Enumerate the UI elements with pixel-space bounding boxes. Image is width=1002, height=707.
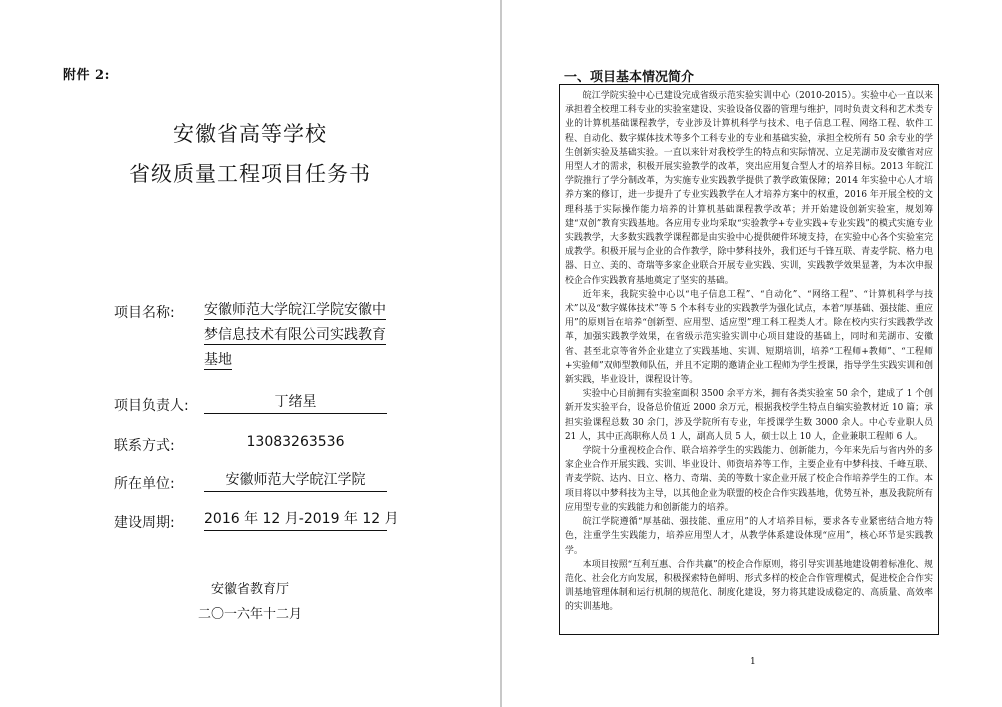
paragraph: 近年来，我院实验中心以“电子信息工程”、“自动化”、“网络工程”、“计算机科学与技术”以及“数字媒体技术”等 5 个本科专业的实践教学为强化试点，本着“厚基础、强技能、重应用”的原则旨在培养“创新型、应用型、适应型”理工科工程类人才。除在校内实行实践教学改革，加强实践教学效果，在省级示范实验实训中心项目建设的基础上，同时和芜湖市、安徽省、甚至北京等省外企业建立了实践基地、实训、短期培训，培养“工程师+教师”、“工程师+实验师”双师型教师队伍，并且不定期的邀请企业工程师为学生授课，指导学生实践实训和创新实践，毕业设计，课程设计等。 — [565, 289, 933, 386]
paragraph: 本项目按照“互利互惠、合作共赢”的校企合作原则，将引导实训基地建设朝着标准化、规范化、社会化方向发展，积极探索特色鲜明、形式多样的校企合作管理模式，促进校企合作实训基地管理体制和运行机制的规范化、制度化建设，努力将其建设成稳定的、高质量、高效率的实训基地。 — [565, 559, 933, 613]
project-leader-value: 丁绪星 — [204, 391, 387, 414]
project-summary-box — [559, 84, 939, 635]
document-title-line2: 省级质量工程项目任务书 — [129, 162, 371, 186]
document-title-line1: 安徽省高等学校 — [173, 122, 327, 146]
right-page — [502, 0, 1002, 707]
project-name-value: 安徽师范大学皖江学院安徽中梦信息技术有限公司实践教育基地 — [204, 302, 386, 368]
paragraph: 学院十分重视校企合作、联合培养学生的实践能力、创新能力，今年来先后与省内外的多家企业合作开展实践、实训、毕业设计、师资培养等工作，主要企业有中梦科技、千峰互联、青麦学院、达内、日立、格力、奇瑞、美的等数十家企业开展了校企合作培养学生的工作。本项目将以中梦科技为主导，以其他企业为联盟的校企合作实践基地，优势互补，惠及我院所有应用型专业的实践能力和创新能力的培养。 — [565, 446, 933, 513]
project-leader-label: 项目负责人: — [114, 398, 189, 414]
project-name-label: 项目名称: — [114, 305, 175, 321]
issue-date: 二〇一六年十二月 — [197, 607, 302, 622]
period-value: 2016 年 12 月-2019 年 12 月 — [204, 508, 387, 531]
period-label: 建设周期: — [114, 515, 175, 531]
unit-value: 安徽师范大学皖江学院 — [204, 469, 387, 492]
contact-label: 联系方式: — [114, 438, 175, 454]
paragraph: 实验中心目前拥有实验室面积 3500 余平方米，拥有各类实验室 50 余个，建成了 1 个创新开发实验平台，设备总价值近 2000 余万元，根据我校学生特点自编实验教材近 10 篇；承担实验课程总数 30 余门，涉及学院所有专业，年授课学生数 3000 余人。中心专业职人员 21 人，其中正高职称人员 1 人，副高人员 5 人，硕士以上 10 人，企业兼职工程师 6 人。 — [565, 389, 933, 442]
section-heading: 一、项目基本情况简介 — [564, 70, 695, 85]
paragraph: 皖江学院遵循“厚基础、强技能、重应用”的人才培养目标，要求各专业紧密结合地方特色，注重学生实践能力，培养应用型人才，从教学体系建设体现“应用”，核心环节是实践教学。 — [565, 517, 933, 556]
page-number: 1 — [750, 657, 756, 667]
issuer: 安徽省教育厅 — [210, 582, 289, 597]
contact-value: 13083263536 — [246, 434, 345, 450]
attachment-label: 附件 2: — [63, 68, 110, 83]
paragraph: 皖江学院实验中心已建设完成省级示范实验实训中心（2010-2015）。实验中心一直以来承担着全校理工科专业的实验室建设、实验设备仪器的管理与维护，同时负责文科和艺术类专业的计算机基础课程教学，专业涉及计算机科学与技术、电子信息工程、网络工程、软件工程、自动化、数字媒体技术等多个工科专业的专业和基础实验，承担全校所有 50 余专业的学生创新实验及基础实验。一直以来针对我校学生的特点和实际情况、立足芜湖市及安徽省对应用型人才的需求，积极开展实验教学的改革，突出应用复合型人才的培养目标。2013 年皖江学院推行了学分制改革，为实施专业实践教学提供了教学政策保障；2014 年实验中心人才培养方案的修订，进一步提升了专业实践教学在人才培养方案中的权重，2016 年开展全校的文理科基于实际操作能力培养的计算机基础课程教学改革；并开始建设创新实验室，规划筹建“双创”教育实践基地。各应用专业均采取“实验教学+专业实践+专业实践”的模式实施专业实践教学，大多数实践教学课程都是由实验中心提供硬件环境支持，在实验中心各个实验室完成教学。积极开展与企业的合作教学，除中梦科技外，我们还与千锋互联、青麦学院、格力电器、日立、美的、奇瑞等多家企业联合开展专业实践、实训，实践教学效果显著，为本次申报校企合作实践教育基地奠定了坚实的基础。 — [565, 91, 933, 286]
left-page — [0, 0, 500, 707]
unit-label: 所在单位: — [114, 476, 175, 492]
